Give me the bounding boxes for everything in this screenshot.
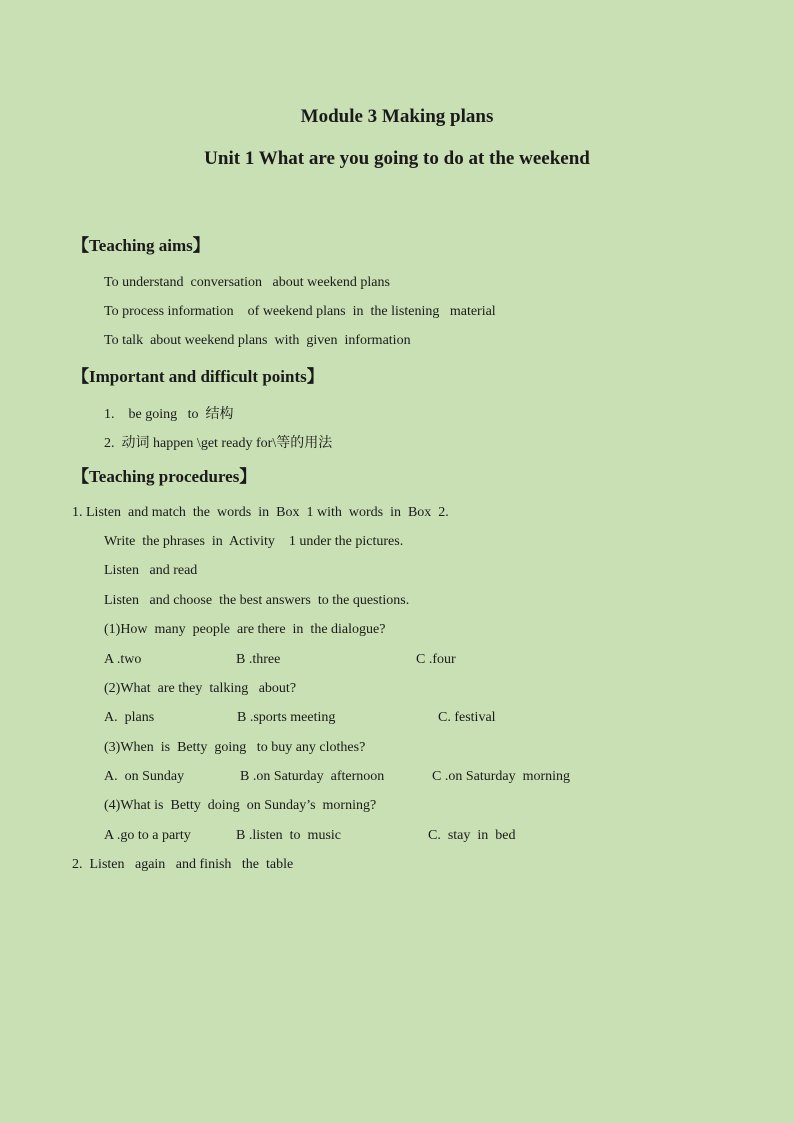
question: (1)How many people are there in the dialogue? xyxy=(104,622,386,637)
question: (2)What are they talking about? xyxy=(104,681,297,696)
aim-item: To talk about weekend plans with given information xyxy=(104,333,411,348)
unit-title: Unit 1 What are you going to do at the weekend xyxy=(204,148,590,169)
teaching-procedures-heading: 【Teaching procedures】 xyxy=(72,467,257,486)
question: (4)What is Betty doing on Sunday’s morning? xyxy=(104,798,377,813)
page-title: Module 3 Making plans xyxy=(300,106,494,127)
option: C. stay in bed xyxy=(428,828,516,843)
procedure-line: Write the phrases in Activity 1 under the pictures. xyxy=(104,534,404,549)
option: B .listen to music xyxy=(236,828,341,843)
option: C .on Saturday morning xyxy=(432,769,571,784)
option: C. festival xyxy=(438,710,496,725)
option: A. plans xyxy=(104,710,155,725)
aim-item: To process information of weekend plans in the listening material xyxy=(104,304,496,319)
option: A. on Sunday xyxy=(104,769,185,784)
important-points-heading: 【Important and difficult points】 xyxy=(72,367,324,386)
option: B .three xyxy=(236,652,281,667)
option: A .two xyxy=(104,652,142,667)
option: B .on Saturday afternoon xyxy=(240,769,385,784)
option: B .sports meeting xyxy=(237,710,336,725)
procedure-line: Listen and read xyxy=(104,563,198,578)
question: (3)When is Betty going to buy any clothes? xyxy=(104,740,366,755)
procedure-step: 1. Listen and match the words in Box 1 with words in Box 2. xyxy=(72,505,449,520)
teaching-aims-heading: 【Teaching aims】 xyxy=(72,236,210,255)
procedure-step: 2. Listen again and finish the table xyxy=(72,857,294,872)
procedure-line: Listen and choose the best answers to the questions. xyxy=(104,593,410,608)
point-item: 2. 动词 happen \get ready for\等的用法 xyxy=(104,436,333,451)
option: A .go to a party xyxy=(104,828,191,843)
point-item: 1. be going to 结构 xyxy=(104,407,234,422)
option: C .four xyxy=(416,652,456,667)
aim-item: To understand conversation about weekend plans xyxy=(104,275,390,290)
